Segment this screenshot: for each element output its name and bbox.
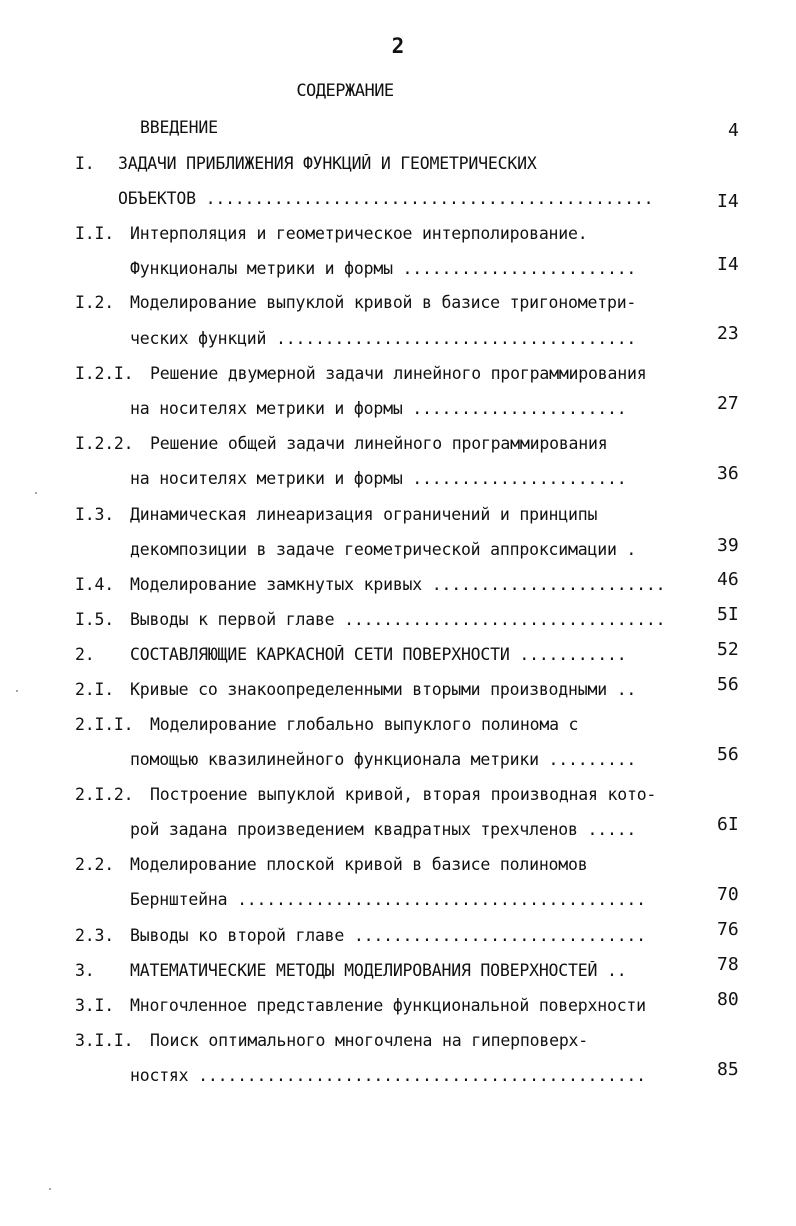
toc-entry-1-1-page: I4 <box>717 254 739 275</box>
toc-entry-1-1-line1: Интерполяция и геометрическое интерполирование. <box>130 224 588 243</box>
toc-entry-1-4-num: I.4. <box>75 575 114 594</box>
toc-entry-2-1-1-line2: помощью квазилинейного функционала метрики ......... <box>130 750 637 769</box>
toc-entry-1-4-line1: Моделирование замкнутых кривых ........................ <box>130 575 666 594</box>
toc-entry-1-3-line2: декомпозиции в задаче геометрической аппроксимации . <box>130 540 637 559</box>
toc-entry-1-2-1-line2: на носителях метрики и формы ...................... <box>130 399 627 418</box>
toc-entry-2-page: 52 <box>717 639 739 660</box>
toc-entry-2-1-1-page: 56 <box>717 744 739 765</box>
page-number: 2 <box>391 34 405 58</box>
toc-entry-2-1-2-line1: Построение выпуклой кривой, вторая производная кото- <box>150 785 657 804</box>
toc-entry-2-1-page: 56 <box>717 674 739 695</box>
toc-entry-3-1-num: 3.I. <box>75 996 114 1015</box>
toc-entry-3-1-1-line1: Поиск оптимального многочлена на гиперповерх- <box>150 1031 589 1050</box>
toc-entry-1-4-page: 46 <box>717 569 739 590</box>
toc-entry-1-1-num: I.I. <box>75 224 114 243</box>
toc-entry-1-2-2-page: 36 <box>717 463 739 484</box>
toc-entry-intro-page: 4 <box>728 120 739 141</box>
scan-speck <box>35 492 37 494</box>
toc-entry-3-num: 3. <box>75 961 95 980</box>
toc-entry-1-2-2-line1: Решение общей задачи линейного программирования <box>150 434 608 453</box>
toc-entry-2-2-page: 70 <box>717 884 739 905</box>
toc-entry-3-1-line1: Многочленное представление функциональной поверхности <box>130 996 646 1015</box>
toc-entry-2-2-line1: Моделирование плоской кривой в базисе полиномов <box>130 855 588 874</box>
toc-entry-1-3-page: 39 <box>717 535 739 556</box>
toc-entry-2-3-num: 2.3. <box>75 926 114 945</box>
toc-entry-1-2-page: 23 <box>717 323 739 344</box>
scan-speck <box>49 1188 51 1190</box>
toc-entry-2-line1: СОСТАВЛЯЮЩИЕ КАРКАСНОЙ СЕТИ ПОВЕРХНОСТИ ........... <box>130 645 627 664</box>
toc-entry-2-num: 2. <box>75 645 95 664</box>
toc-entry-2-1-2-num: 2.I.2. <box>75 785 134 804</box>
toc-title: СОДЕРЖАНИЕ <box>296 81 394 101</box>
toc-entry-3-1-1-line2: ностях .............................................. <box>130 1066 646 1085</box>
toc-entry-1-3-line1: Динамическая линеаризация ограничений и принципы <box>130 505 598 524</box>
toc-entry-2-2-num: 2.2. <box>75 855 114 874</box>
toc-entry-1-2-line2: ческих функций ..................................... <box>130 329 637 348</box>
toc-entry-1-2-2-num: I.2.2. <box>75 434 134 453</box>
toc-entry-2-1-2-page: 6I <box>717 814 739 835</box>
toc-entry-1-5-line1: Выводы к первой главе ................................. <box>130 610 666 629</box>
toc-entry-intro-text: ВВЕДЕНИЕ <box>140 118 218 137</box>
toc-entry-2-1-2-line2: рой задана произведением квадратных трехчленов ..... <box>130 820 637 839</box>
toc-entry-1-2-num: I.2. <box>75 293 114 312</box>
toc-entry-1-3-num: I.3. <box>75 505 114 524</box>
scan-speck <box>16 690 18 692</box>
toc-entry-3-page: 78 <box>717 954 739 975</box>
toc-entry-1-2-line1: Моделирование выпуклой кривой в базисе тригонометри- <box>130 293 637 312</box>
toc-entry-1-line1: ЗАДАЧИ ПРИБЛИЖЕНИЯ ФУНКЦИЙ И ГЕОМЕТРИЧЕСКИХ <box>118 154 537 173</box>
toc-entry-2-1-line1: Кривые со знакоопределенными вторыми производными .. <box>130 680 637 699</box>
toc-entry-2-1-1-line1: Моделирование глобально выпуклого полинома с <box>150 715 579 734</box>
toc-entry-1-1-line2: Функционалы метрики и формы ........................ <box>130 259 637 278</box>
toc-entry-3-line1: МАТЕМАТИЧЕСКИЕ МЕТОДЫ МОДЕЛИРОВАНИЯ ПОВЕРХНОСТЕЙ .. <box>130 961 627 980</box>
toc-entry-3-1-1-page: 85 <box>717 1059 739 1080</box>
toc-entry-1-2-2-line2: на носителях метрики и формы ...................... <box>130 469 627 488</box>
toc-entry-1-2-1-num: I.2.I. <box>75 364 134 383</box>
toc-entry-3-1-1-num: 3.I.I. <box>75 1031 134 1050</box>
toc-entry-2-1-1-num: 2.I.I. <box>75 715 134 734</box>
toc-entry-2-2-line2: Бернштейна .......................................... <box>130 890 646 909</box>
toc-entry-1-page: I4 <box>717 191 739 212</box>
toc-entry-2-3-page: 76 <box>717 919 739 940</box>
toc-entry-1-5-num: I.5. <box>75 610 114 629</box>
toc-entry-1-line2: ОБЪЕКТОВ .............................................. <box>118 189 654 208</box>
toc-entry-1-num: I. <box>75 154 95 173</box>
toc-entry-1-2-1-page: 27 <box>717 393 739 414</box>
toc-entry-3-1-page: 80 <box>717 989 739 1010</box>
toc-entry-1-5-page: 5I <box>717 604 739 625</box>
toc-entry-1-2-1-line1: Решение двумерной задачи линейного программирования <box>150 364 647 383</box>
toc-entry-2-3-line1: Выводы ко второй главе .............................. <box>130 926 646 945</box>
toc-entry-2-1-num: 2.I. <box>75 680 114 699</box>
